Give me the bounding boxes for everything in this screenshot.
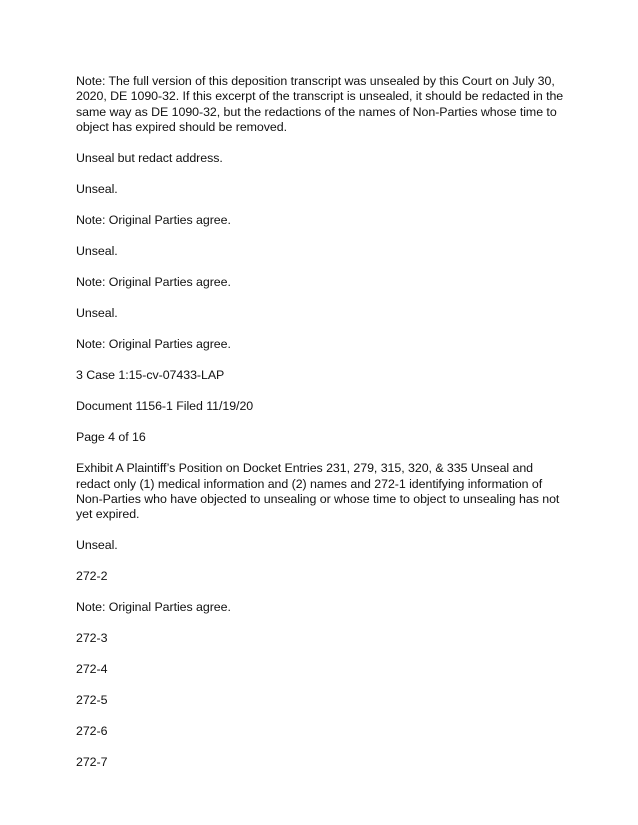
entry-unseal-redact-address: Unseal but redact address. [76,151,223,166]
note-original-parties-agree: Note: Original Parties agree. [76,275,231,290]
docket-entry-label: 272-5 [76,693,108,708]
note-original-parties-agree: Note: Original Parties agree. [76,337,231,352]
entry-unseal: Unseal. [76,244,118,259]
document-body [76,74,568,786]
page-number-line: Page 4 of 16 [76,430,146,445]
docket-entry-label: 272-6 [76,724,108,739]
case-number-line: 3 Case 1:15-cv-07433-LAP [76,368,225,383]
note-deposition-transcript: Note: The full version of this deposition transcript was unsealed by this Court on July 30, 2020, DE 1090-32. If this excerpt of the transcript is unsealed, it should be redacted in the same way as DE 1090-32, but the redactions of the names of Non-Parties whose time to object has expired should be removed. [76,74,564,135]
entry-unseal: Unseal. [76,538,118,553]
entry-unseal: Unseal. [76,306,118,321]
note-original-parties-agree: Note: Original Parties agree. [76,213,231,228]
entry-unseal: Unseal. [76,182,118,197]
docket-entry-label: 272-4 [76,662,108,677]
document-filed-line: Document 1156-1 Filed 11/19/20 [76,399,254,414]
docket-entry-label: 272-3 [76,631,108,646]
docket-entry-label: 272-2 [76,569,108,584]
exhibit-a-position: Exhibit A Plaintiff’s Position on Docket Entries 231, 279, 315, 320, & 335 Unseal and redact only (1) medical information and (2) names and 272-1 identifying information of Non-Parties who have objected to unsealing or whose time to object to unsealing has not yet expired. [76,461,560,522]
docket-entry-label: 272-7 [76,755,108,770]
note-original-parties-agree: Note: Original Parties agree. [76,600,231,615]
